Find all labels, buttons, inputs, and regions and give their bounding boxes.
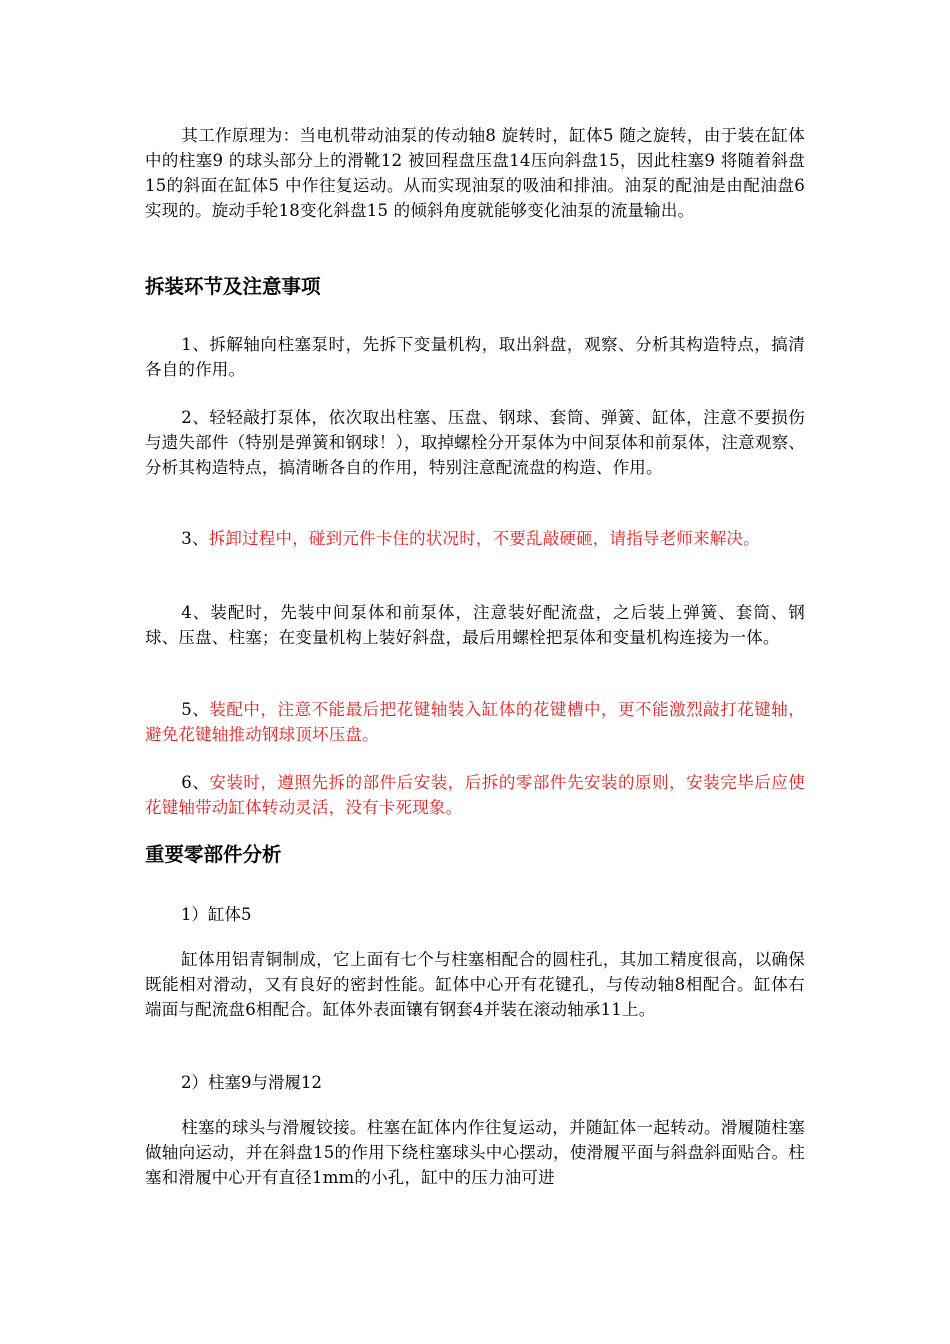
step-4-paragraph: 4、装配时，先装中间泵体和前泵体，注意装好配流盘，之后装上弹簧、套筒、钢球、压盘、柱塞；在变量机构上装好斜盘，最后用螺栓把泵体和变量机构连接为一体。 (145, 603, 805, 647)
step-5-number: 5、 (181, 700, 210, 719)
part-1-description: 缸体用铝青铜制成，它上面有七个与柱塞相配合的圆柱孔，其加工精度很高，以确保既能相对滑动，又有良好的密封性能。缸体中心开有花键孔，与传动轴8相配合。缸体右端面与配流盘6相配合。缸体外表面镶有钢套4并装在滚动轴承11上。 (145, 950, 805, 1019)
step-2-paragraph: 2、轻轻敲打泵体，依次取出柱塞、压盘、钢球、套筒、弹簧、缸体，注意不要损伤与遗失部件（特别是弹簧和钢球！），取掉螺栓分开泵体为中间泵体和前泵体，注意观察、分析其构造特点，搞清晰各自的作用，特别注意配流盘的构造、作用。 (145, 408, 805, 477)
section-heading-disassembly: 拆装环节及注意事项 (145, 275, 321, 298)
part-2-description: 柱塞的球头与滑履铰接。柱塞在缸体内作往复运动，并随缸体一起转动。滑履随柱塞做轴向运动，并在斜盘15的作用下绕柱塞球头中心摆动，使滑履平面与斜盘斜面贴合。柱塞和滑履中心开有直径1mm的小孔，缸中的压力油可进 (145, 1118, 805, 1187)
step-6-warning-text: 安装时，遵照先拆的部件后安装，后拆的零部件先安装的原则，安装完毕后应使花键轴带动缸体转动灵活，没有卡死现象。 (145, 773, 806, 817)
step-1-paragraph: 1、拆解轴向柱塞泵时，先拆下变量机构，取出斜盘，观察、分析其构造特点，搞清各自的作用。 (145, 335, 805, 379)
section-heading-key-parts: 重要零部件分析 (145, 843, 282, 866)
intro-paragraph: 其工作原理为：当电机带动油泵的传动轴8 旋转时，缸体5 随之旋转，由于装在缸体中的柱塞9 的球头部分上的滑靴12 被回程盘压盘14压向斜盘15，因此柱塞9 将随着斜盘15的斜面在缸体5 中作往复运动。从而实现油泵的吸油和排油。油泵的配油是由配油盘6 实现的。旋动手轮18变化斜盘15 的倾斜角度就能够变化油泵的流量输出。 (145, 126, 805, 220)
step-3-warning-text: 拆卸过程中，碰到元件卡住的状况时，不要乱敲硬砸，请指导老师来解决。 (208, 529, 760, 548)
step-5-warning-text: 装配中，注意不能最后把花键轴装入缸体的花键槽中，更不能激烈敲打花键轴，避免花键轴推动钢球顶坏压盘。 (145, 700, 806, 744)
step-6-number: 6、 (181, 773, 210, 792)
step-5-paragraph (145, 697, 805, 747)
part-1-title: 1）缸体5 (181, 905, 252, 924)
part-2-title: 2）柱塞9与滑履12 (181, 1073, 322, 1092)
step-3-paragraph (145, 526, 805, 551)
step-6-paragraph (145, 770, 805, 820)
step-3-number: 3、 (181, 529, 209, 548)
